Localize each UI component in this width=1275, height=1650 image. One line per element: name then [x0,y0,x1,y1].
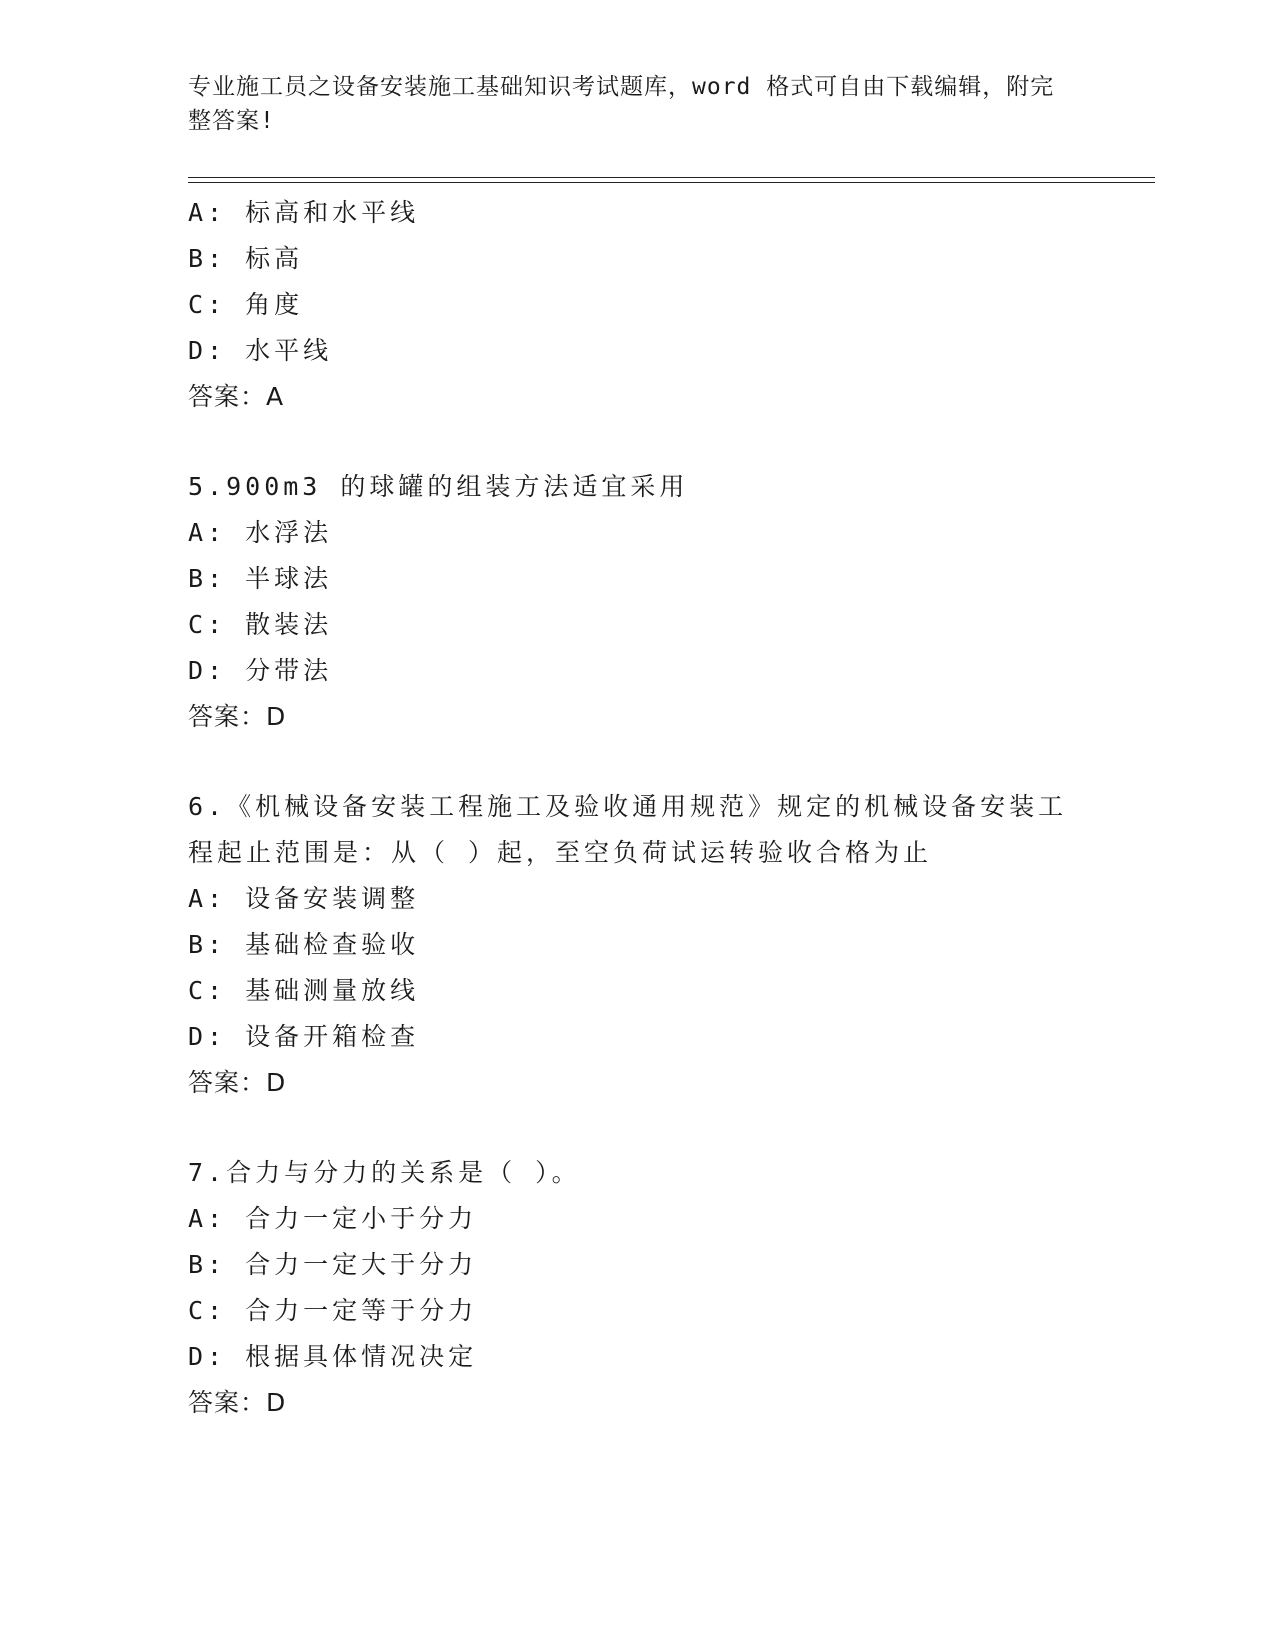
option-a: A: 水浮法 [188,518,333,547]
option-d: D: 水平线 [188,336,333,365]
header-text: 专业施工员之设备安装施工基础知识考试题库，word 格式可自由下载编辑，附完整答案! [188,74,1055,134]
option-a: A: 合力一定小于分力 [188,1204,478,1233]
question-7 [188,1150,1088,1426]
question-stem: 7.合力与分力的关系是（ ）。 [188,1158,581,1187]
answer: 答案：A [188,382,285,411]
option-c: C: 合力一定等于分力 [188,1296,478,1325]
option-d: D: 分带法 [188,656,333,685]
question-list [188,190,1088,1426]
option-c: C: 散装法 [188,610,333,639]
option-b: B: 半球法 [188,564,333,593]
answer: 答案：D [188,702,287,731]
option-a: A: 设备安装调整 [188,884,420,913]
option-b: B: 基础检查验收 [188,930,420,959]
option-a: A: 标高和水平线 [188,198,420,227]
option-b: B: 合力一定大于分力 [188,1250,478,1279]
option-d: D: 根据具体情况决定 [188,1342,478,1371]
question-6 [188,784,1088,1106]
option-c: C: 基础测量放线 [188,976,420,1005]
answer: 答案：D [188,1388,287,1417]
option-d: D: 设备开箱检查 [188,1022,420,1051]
header-divider-top [188,177,1155,178]
question-4 [188,190,1088,420]
document-header [188,70,1068,138]
answer: 答案：D [188,1068,287,1097]
option-c: C: 角度 [188,290,304,319]
option-b: B: 标高 [188,244,304,273]
question-5 [188,464,1088,740]
question-stem-line-1: 6.《机械设备安装工程施工及验收通用规范》规定的机械设备安装工 [188,792,1068,821]
header-divider-bottom [188,182,1155,183]
question-stem-line-2: 程起止范围是：从（ ）起，至空负荷试运转验收合格为止 [188,838,933,867]
question-stem: 5.900m3 的球罐的组装方法适宜采用 [188,472,689,501]
